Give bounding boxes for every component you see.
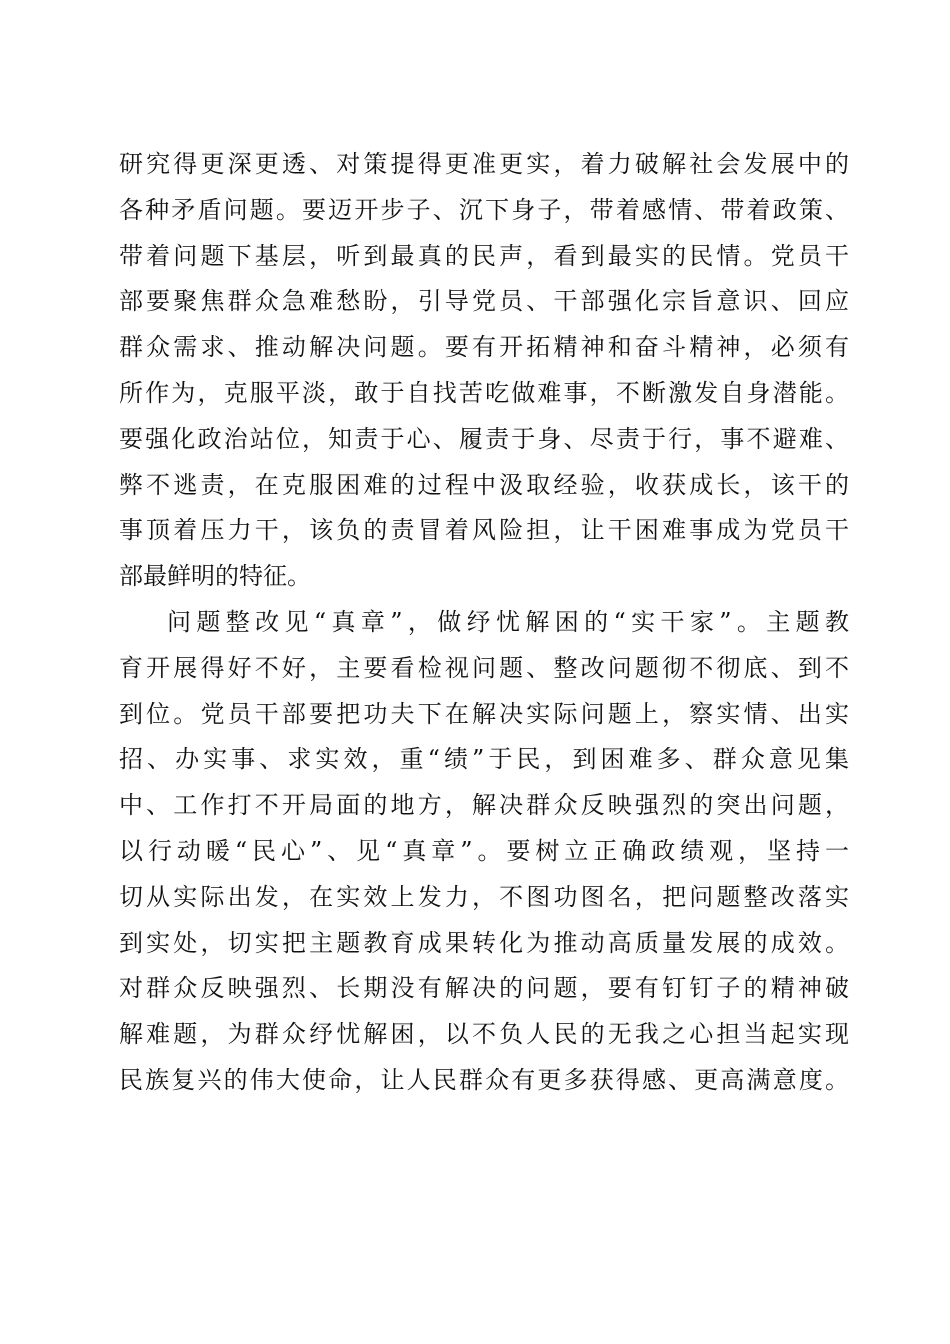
text-line: 切从实际出发，在实效上发力，不图功图名，把问题整改落实 [119,882,849,911]
paragraph [119,142,849,600]
text-line: 弊不逃责，在克服困难的过程中汲取经验，收获成长，该干的 [119,470,849,499]
text-line: 要强化政治站位，知责于心、履责于身、尽责于行，事不避难、 [119,424,849,453]
text-line: 事顶着压力干，该负的责冒着风险担，让干困难事成为党员干 [119,516,849,545]
text-line: 到实处，切实把主题教育成果转化为推动高质量发展的成效。 [119,928,849,957]
text-line: 解难题，为群众纾忧解困，以不负人民的无我之心担当起实现 [119,1020,849,1049]
text-line: 研究得更深更透、对策提得更准更实，着力破解社会发展中的 [119,150,849,178]
text-line: 招、办实事、求实效，重“绩”于民，到困难多、群众意见集 [119,745,849,774]
text-line: 部要聚焦群众急难愁盼，引导党员、干部强化宗旨意识、回应 [119,287,849,316]
text-line: 群众需求、推动解决问题。要有开拓精神和奋斗精神，必须有 [119,333,849,362]
text-line: 各种矛盾问题。要迈开步子、沉下身子，带着感情、带着政策、 [119,195,849,224]
text-line: 部最鲜明的特征。 [119,562,311,591]
text-line: 到位。党员干部要把功夫下在解决实际问题上，察实情、出实 [119,699,849,728]
text-line: 带着问题下基层，听到最真的民声，看到最实的民情。党员干 [119,241,849,270]
text-line: 对群众反映强烈、长期没有解决的问题，要有钉钉子的精神破 [119,974,849,1003]
text-line: 中、工作打不开局面的地方，解决群众反映强烈的突出问题， [119,791,849,820]
body-text [119,142,849,1104]
text-line: 所作为，克服平淡，敢于自找苦吃做难事，不断激发自身潜能。 [119,378,849,407]
text-line: 问题整改见“真章”，做纾忧解困的“实干家”。主题教 [167,607,849,636]
text-line: 以行动暖“民心”、见“真章”。要树立正确政绩观，坚持一 [119,836,849,865]
paragraph [119,600,849,1104]
text-line: 民族复兴的伟大使命，让人民群众有更多获得感、更高满意度。 [119,1065,849,1094]
text-line: 育开展得好不好，主要看检视问题、整改问题彻不彻底、到不 [119,653,849,682]
